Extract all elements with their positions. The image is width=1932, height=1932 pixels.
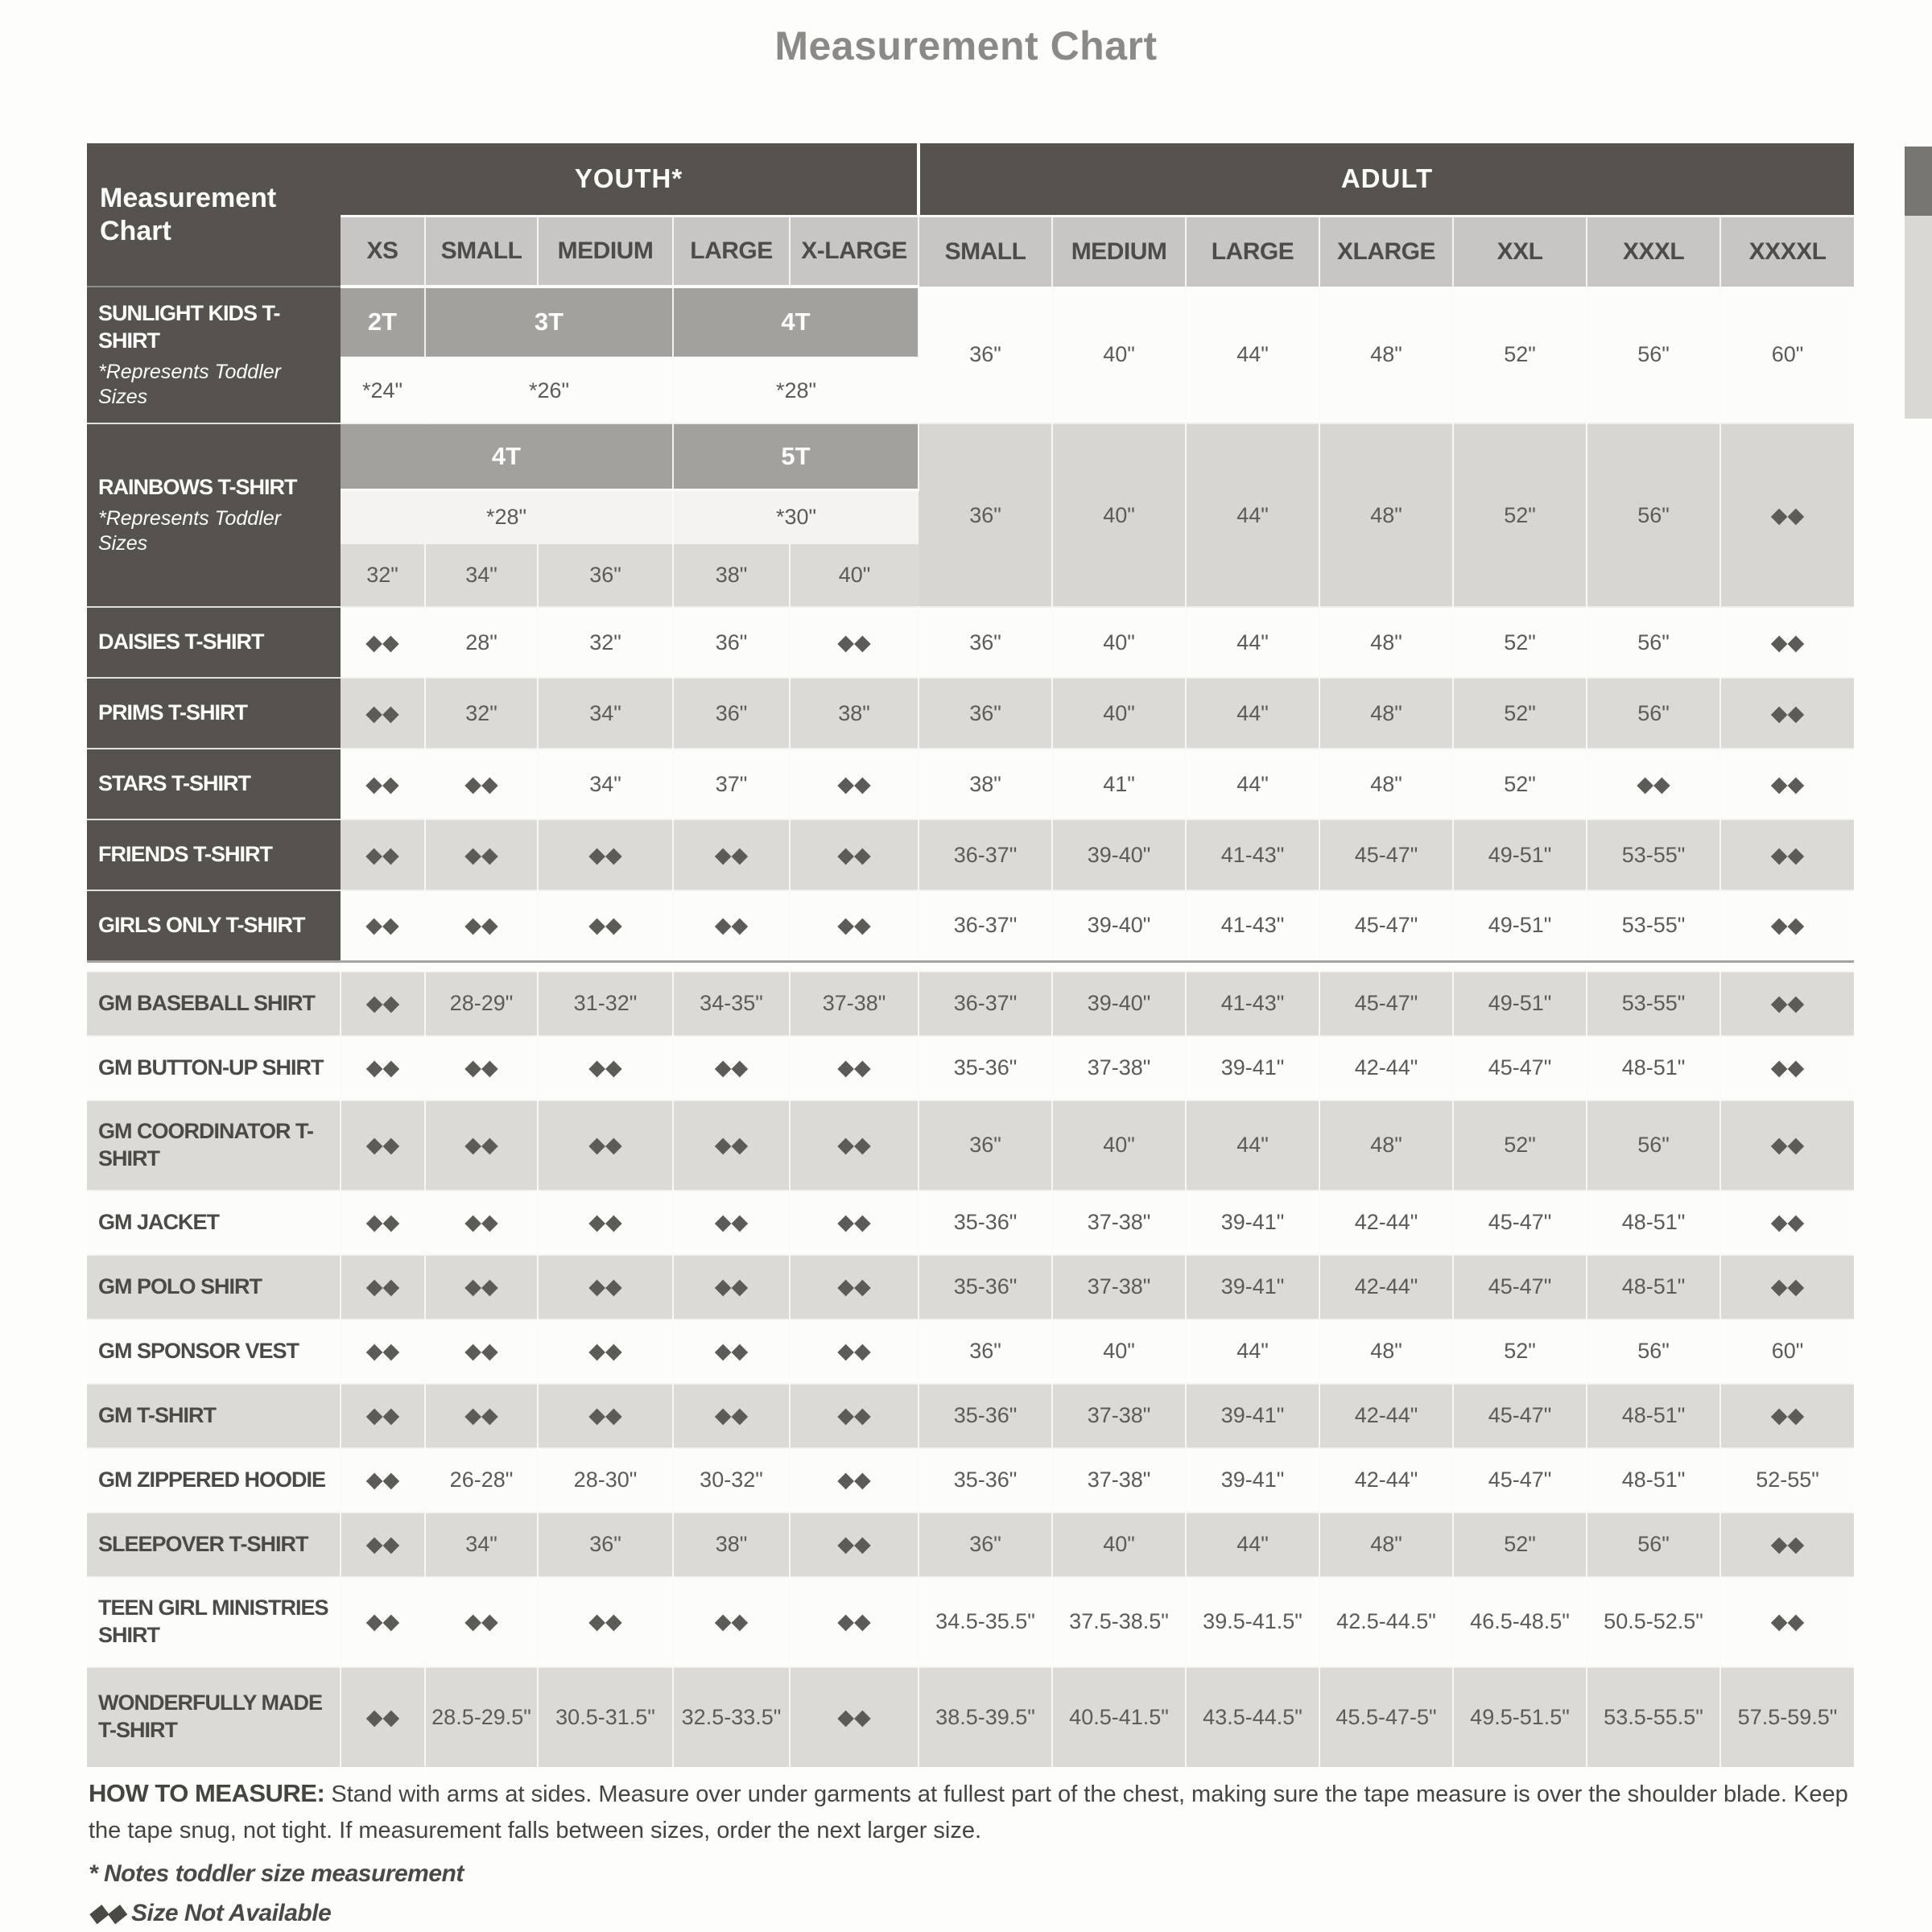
youth-value: ◆◆ (425, 1036, 538, 1100)
youth-value: ◆◆ (341, 1036, 425, 1100)
youth-value: ◆◆ (425, 890, 538, 961)
youth-value: ◆◆ (538, 819, 673, 890)
size-header: SMALL (425, 216, 538, 287)
youth-value: 30-32" (673, 1448, 790, 1513)
adult-value: 39-41" (1186, 1384, 1319, 1448)
youth-value: ◆◆ (341, 819, 425, 890)
youth-value: ◆◆ (790, 749, 919, 819)
adult-value: 48" (1319, 607, 1453, 678)
adult-value: ◆◆ (1720, 1384, 1854, 1448)
adult-value: 42-44" (1319, 1191, 1453, 1255)
adult-value: 38" (919, 749, 1052, 819)
row-label (87, 287, 341, 423)
adult-value: 42-44" (1319, 1036, 1453, 1100)
row-label: DAISIES T-SHIRT (87, 607, 341, 678)
youth-value: ◆◆ (341, 972, 425, 1036)
scan-edge-artifact-dark (1905, 147, 1932, 216)
toddler-band: 4T (673, 287, 919, 357)
adult-value: 36-37" (919, 890, 1052, 961)
adult-value: 49-51" (1453, 890, 1587, 961)
row-note: *Represents Toddler Sizes (98, 360, 281, 408)
adult-value: 45-47" (1453, 1255, 1587, 1319)
youth-value: 40" (790, 544, 919, 607)
youth-value: ◆◆ (425, 1191, 538, 1255)
adult-value: 52" (1453, 678, 1587, 749)
youth-value: ◆◆ (341, 678, 425, 749)
adult-value: 35-36" (919, 1384, 1052, 1448)
youth-value: 28.5-29.5" (425, 1667, 538, 1767)
adult-value: 37-38" (1052, 1255, 1186, 1319)
toddler-measurement: *24" (341, 357, 425, 423)
adult-value: ◆◆ (1720, 1513, 1854, 1577)
page-title: Measurement Chart (774, 23, 1158, 68)
adult-value: 44" (1186, 423, 1319, 607)
corner-line1: Measurement (100, 182, 277, 213)
adult-value: 36-37" (919, 972, 1052, 1036)
adult-value: 56" (1587, 1319, 1720, 1384)
toddler-measurement: *30" (673, 489, 919, 544)
adult-value: 44" (1186, 1513, 1319, 1577)
adult-value: 41-43" (1186, 972, 1319, 1036)
adult-value: 39-40" (1052, 972, 1186, 1036)
adult-value: 38.5-39.5" (919, 1667, 1052, 1767)
youth-value: 28-30" (538, 1448, 673, 1513)
adult-value: 37.5-38.5" (1052, 1577, 1186, 1667)
size-header: XXL (1453, 216, 1587, 287)
adult-value: 45.5-47-5" (1319, 1667, 1453, 1767)
youth-value: 36" (538, 1513, 673, 1577)
youth-value: ◆◆ (790, 1255, 919, 1319)
adult-value: 44" (1186, 678, 1319, 749)
toddler-band: 4T (341, 423, 673, 489)
adult-value: 35-36" (919, 1255, 1052, 1319)
row-label: PRIMS T-SHIRT (87, 678, 341, 749)
size-header: SMALL (919, 216, 1052, 287)
youth-value: ◆◆ (673, 1255, 790, 1319)
row-label: GIRLS ONLY T-SHIRT (87, 890, 341, 961)
adult-value: 44" (1186, 287, 1319, 423)
youth-value: ◆◆ (790, 607, 919, 678)
adult-value: 52" (1453, 1100, 1587, 1191)
youth-value: ◆◆ (790, 1448, 919, 1513)
youth-value: ◆◆ (538, 1319, 673, 1384)
adult-value: 40" (1052, 1100, 1186, 1191)
adult-value: 45-47" (1319, 890, 1453, 961)
youth-value: ◆◆ (538, 1255, 673, 1319)
adult-value: 44" (1186, 1319, 1319, 1384)
adult-value: ◆◆ (1720, 1100, 1854, 1191)
adult-value: 46.5-48.5" (1453, 1577, 1587, 1667)
adult-value: 42-44" (1319, 1448, 1453, 1513)
adult-value: 48-51" (1587, 1036, 1720, 1100)
adult-value: 52" (1453, 423, 1587, 607)
size-header: XXXL (1587, 216, 1720, 287)
youth-value: ◆◆ (790, 1100, 919, 1191)
adult-value: 44" (1186, 607, 1319, 678)
youth-value: ◆◆ (538, 1384, 673, 1448)
youth-value: ◆◆ (790, 1036, 919, 1100)
youth-value: 32.5-33.5" (673, 1667, 790, 1767)
youth-value: 30.5-31.5" (538, 1667, 673, 1767)
adult-value: 36" (919, 1100, 1052, 1191)
adult-value: 44" (1186, 749, 1319, 819)
youth-value: 37" (673, 749, 790, 819)
adult-value: 48" (1319, 423, 1453, 607)
adult-value: ◆◆ (1720, 423, 1854, 607)
section-divider (87, 961, 1854, 972)
adult-value: 48" (1319, 1513, 1453, 1577)
adult-value: ◆◆ (1720, 749, 1854, 819)
youth-value: 34-35" (673, 972, 790, 1036)
youth-value: ◆◆ (790, 1513, 919, 1577)
size-header: XS (341, 216, 425, 287)
scan-edge-artifact-light (1905, 216, 1932, 419)
youth-value: ◆◆ (790, 1319, 919, 1384)
youth-value: 36" (538, 544, 673, 607)
adult-value: 36" (919, 607, 1052, 678)
row-label: GM SPONSOR VEST (87, 1319, 341, 1384)
adult-value: 48-51" (1587, 1255, 1720, 1319)
youth-value: ◆◆ (790, 819, 919, 890)
row-label: GM ZIPPERED HOODIE (87, 1448, 341, 1513)
youth-value: ◆◆ (790, 890, 919, 961)
youth-value: ◆◆ (425, 749, 538, 819)
adult-value: ◆◆ (1720, 1191, 1854, 1255)
adult-value: 52" (1453, 749, 1587, 819)
size-header: XLARGE (1319, 216, 1453, 287)
adult-value: ◆◆ (1720, 972, 1854, 1036)
adult-value: 45-47" (1453, 1191, 1587, 1255)
footnotes (89, 1774, 1860, 1927)
youth-value: 26-28" (425, 1448, 538, 1513)
youth-value: ◆◆ (341, 1191, 425, 1255)
row-label: GM BASEBALL SHIRT (87, 972, 341, 1036)
youth-value: 32" (538, 607, 673, 678)
adult-value: ◆◆ (1720, 890, 1854, 961)
adult-value: 44" (1186, 1100, 1319, 1191)
adult-value: 48" (1319, 749, 1453, 819)
youth-value: ◆◆ (341, 1513, 425, 1577)
youth-value: 28-29" (425, 972, 538, 1036)
size-not-available-note: ◆◆ Size Not Available (89, 1899, 332, 1926)
adult-value: 56" (1587, 423, 1720, 607)
adult-value: 43.5-44.5" (1186, 1667, 1319, 1767)
measurement-chart-table (87, 143, 1854, 1767)
adult-value: 45-47" (1319, 819, 1453, 890)
youth-value: ◆◆ (673, 1036, 790, 1100)
adult-value: 35-36" (919, 1191, 1052, 1255)
youth-value: 38" (673, 1513, 790, 1577)
adult-value: 48" (1319, 1319, 1453, 1384)
youth-value: ◆◆ (790, 1577, 919, 1667)
adult-value: ◆◆ (1720, 1036, 1854, 1100)
toddler-band: 5T (673, 423, 919, 489)
youth-value: ◆◆ (790, 1191, 919, 1255)
youth-value: 34" (425, 544, 538, 607)
adult-value: 36" (919, 678, 1052, 749)
adult-value: 42-44" (1319, 1384, 1453, 1448)
youth-value: ◆◆ (341, 749, 425, 819)
youth-value: ◆◆ (425, 819, 538, 890)
adult-value: ◆◆ (1720, 1255, 1854, 1319)
row-label: GM COORDINATOR T-SHIRT (87, 1100, 341, 1191)
youth-value: ◆◆ (790, 1667, 919, 1767)
youth-value: ◆◆ (673, 819, 790, 890)
size-header: MEDIUM (538, 216, 673, 287)
youth-value: ◆◆ (673, 1384, 790, 1448)
adult-value: 40" (1052, 1319, 1186, 1384)
adult-value: 39-41" (1186, 1448, 1319, 1513)
youth-value: ◆◆ (341, 1384, 425, 1448)
youth-value: ◆◆ (341, 1448, 425, 1513)
youth-value: ◆◆ (341, 607, 425, 678)
adult-value: 41" (1052, 749, 1186, 819)
adult-value: 53-55" (1587, 972, 1720, 1036)
youth-value: ◆◆ (425, 1100, 538, 1191)
adult-value: 52" (1453, 1513, 1587, 1577)
youth-value: ◆◆ (538, 1100, 673, 1191)
toddler-measurement: *28" (673, 357, 919, 423)
youth-value: ◆◆ (341, 1577, 425, 1667)
youth-value: ◆◆ (425, 1577, 538, 1667)
adult-value: 39-40" (1052, 819, 1186, 890)
adult-value: 52" (1453, 1319, 1587, 1384)
row-label: GM BUTTON-UP SHIRT (87, 1036, 341, 1100)
size-header: X-LARGE (790, 216, 919, 287)
adult-value: 34.5-35.5" (919, 1577, 1052, 1667)
adult-value: 56" (1587, 678, 1720, 749)
size-header: XXXXL (1720, 216, 1854, 287)
youth-group-header: YOUTH* (341, 143, 919, 216)
adult-value: 42.5-44.5" (1319, 1577, 1453, 1667)
youth-value: ◆◆ (538, 890, 673, 961)
how-to-measure-paragraph (89, 1774, 1860, 1849)
adult-value: 45-47" (1319, 972, 1453, 1036)
adult-value: 48" (1319, 1100, 1453, 1191)
adult-value: 56" (1587, 1100, 1720, 1191)
youth-value: ◆◆ (425, 1319, 538, 1384)
adult-value: 39-41" (1186, 1191, 1319, 1255)
youth-value: ◆◆ (341, 890, 425, 961)
row-label: SLEEPOVER T-SHIRT (87, 1513, 341, 1577)
adult-group-header: ADULT (919, 143, 1854, 216)
youth-value: 36" (673, 678, 790, 749)
youth-value: ◆◆ (790, 1384, 919, 1448)
size-header: LARGE (1186, 216, 1319, 287)
table-corner-label (87, 143, 341, 287)
adult-value: 36" (919, 1513, 1052, 1577)
adult-value: 45-47" (1453, 1036, 1587, 1100)
row-name: SUNLIGHT KIDS T-SHIRT (98, 301, 280, 353)
toddler-band: 3T (425, 287, 673, 357)
toddler-band: 2T (341, 287, 425, 357)
adult-value: 41-43" (1186, 819, 1319, 890)
adult-value: 36" (919, 287, 1052, 423)
youth-value: 36" (673, 607, 790, 678)
adult-value: 40" (1052, 607, 1186, 678)
adult-value: 37-38" (1052, 1384, 1186, 1448)
youth-value: ◆◆ (538, 1191, 673, 1255)
row-label: GM JACKET (87, 1191, 341, 1255)
adult-value: 48-51" (1587, 1384, 1720, 1448)
adult-value: 49-51" (1453, 819, 1587, 890)
adult-value: 36" (919, 423, 1052, 607)
adult-value: 56" (1587, 287, 1720, 423)
row-label: GM T-SHIRT (87, 1384, 341, 1448)
youth-value: 34" (538, 749, 673, 819)
youth-value: ◆◆ (673, 890, 790, 961)
row-label: FRIENDS T-SHIRT (87, 819, 341, 890)
adult-value: 35-36" (919, 1036, 1052, 1100)
adult-value: 56" (1587, 607, 1720, 678)
adult-value: 40" (1052, 423, 1186, 607)
youth-value: ◆◆ (341, 1319, 425, 1384)
youth-value: 34" (425, 1513, 538, 1577)
adult-value: 36-37" (919, 819, 1052, 890)
youth-value: ◆◆ (673, 1577, 790, 1667)
adult-value: 60" (1720, 1319, 1854, 1384)
adult-value: 56" (1587, 1513, 1720, 1577)
youth-value: 32" (425, 678, 538, 749)
toddler-measurement: *26" (425, 357, 673, 423)
adult-value: 39.5-41.5" (1186, 1577, 1319, 1667)
adult-value: 45-47" (1453, 1448, 1587, 1513)
youth-value: 38" (790, 678, 919, 749)
row-label: WONDERFULLY MADE T-SHIRT (87, 1667, 341, 1767)
adult-value: ◆◆ (1720, 678, 1854, 749)
adult-value: 60" (1720, 287, 1854, 423)
youth-value: ◆◆ (425, 1255, 538, 1319)
row-label: STARS T-SHIRT (87, 749, 341, 819)
adult-value: 57.5-59.5" (1720, 1667, 1854, 1767)
youth-value: ◆◆ (538, 1036, 673, 1100)
adult-value: 49.5-51.5" (1453, 1667, 1587, 1767)
adult-value: 50.5-52.5" (1587, 1577, 1720, 1667)
adult-value: 35-36" (919, 1448, 1052, 1513)
adult-value: 53.5-55.5" (1587, 1667, 1720, 1767)
youth-value: ◆◆ (341, 1100, 425, 1191)
size-header: LARGE (673, 216, 790, 287)
row-note: *Represents Toddler Sizes (98, 506, 281, 555)
adult-value: 40.5-41.5" (1052, 1667, 1186, 1767)
adult-value: 48" (1319, 678, 1453, 749)
youth-value: 34" (538, 678, 673, 749)
adult-value: 39-40" (1052, 890, 1186, 961)
youth-value: ◆◆ (425, 1384, 538, 1448)
youth-value: ◆◆ (673, 1319, 790, 1384)
toddler-size-note: * Notes toddler size measurement (89, 1860, 464, 1887)
adult-value: 53-55" (1587, 819, 1720, 890)
adult-value: 53-55" (1587, 890, 1720, 961)
adult-value: 48-51" (1587, 1191, 1720, 1255)
adult-value: 37-38" (1052, 1036, 1186, 1100)
youth-value: ◆◆ (341, 1255, 425, 1319)
adult-value: 45-47" (1453, 1384, 1587, 1448)
adult-value: 40" (1052, 678, 1186, 749)
adult-value: 37-38" (1052, 1191, 1186, 1255)
adult-value: ◆◆ (1720, 607, 1854, 678)
adult-value: ◆◆ (1720, 819, 1854, 890)
size-header: MEDIUM (1052, 216, 1186, 287)
adult-value: 41-43" (1186, 890, 1319, 961)
adult-value: 52" (1453, 287, 1587, 423)
adult-value: 48-51" (1587, 1448, 1720, 1513)
how-to-measure-label: HOW TO MEASURE: (89, 1779, 325, 1807)
youth-value: ◆◆ (341, 1667, 425, 1767)
youth-value: 31-32" (538, 972, 673, 1036)
adult-value: 39-41" (1186, 1036, 1319, 1100)
how-to-measure-text: Stand with arms at sides. Measure over under garments at fullest part of the chest, making sure the tape measure is over the shoulder blade. Keep the tape snug, not tight. If measurement falls between sizes, order the next larger size. (89, 1781, 1848, 1844)
adult-value: 52" (1453, 607, 1587, 678)
youth-value: 28" (425, 607, 538, 678)
toddler-measurement: *28" (341, 489, 673, 544)
adult-value: 40" (1052, 287, 1186, 423)
adult-value: 52-55" (1720, 1448, 1854, 1513)
adult-value: 40" (1052, 1513, 1186, 1577)
row-label: TEEN GIRL MINISTRIES SHIRT (87, 1577, 341, 1667)
adult-value: ◆◆ (1720, 1577, 1854, 1667)
adult-value: 39-41" (1186, 1255, 1319, 1319)
youth-value: ◆◆ (538, 1577, 673, 1667)
row-label (87, 423, 341, 607)
youth-value: ◆◆ (673, 1100, 790, 1191)
youth-value: 37-38" (790, 972, 919, 1036)
adult-value: 37-38" (1052, 1448, 1186, 1513)
adult-value: 48" (1319, 287, 1453, 423)
youth-value: 32" (341, 544, 425, 607)
row-label: GM POLO SHIRT (87, 1255, 341, 1319)
row-name: RAINBOWS T-SHIRT (98, 474, 297, 499)
youth-value: ◆◆ (673, 1191, 790, 1255)
corner-line2: Chart (100, 215, 171, 246)
youth-value: 38" (673, 544, 790, 607)
adult-value: ◆◆ (1587, 749, 1720, 819)
adult-value: 42-44" (1319, 1255, 1453, 1319)
adult-value: 49-51" (1453, 972, 1587, 1036)
adult-value: 36" (919, 1319, 1052, 1384)
